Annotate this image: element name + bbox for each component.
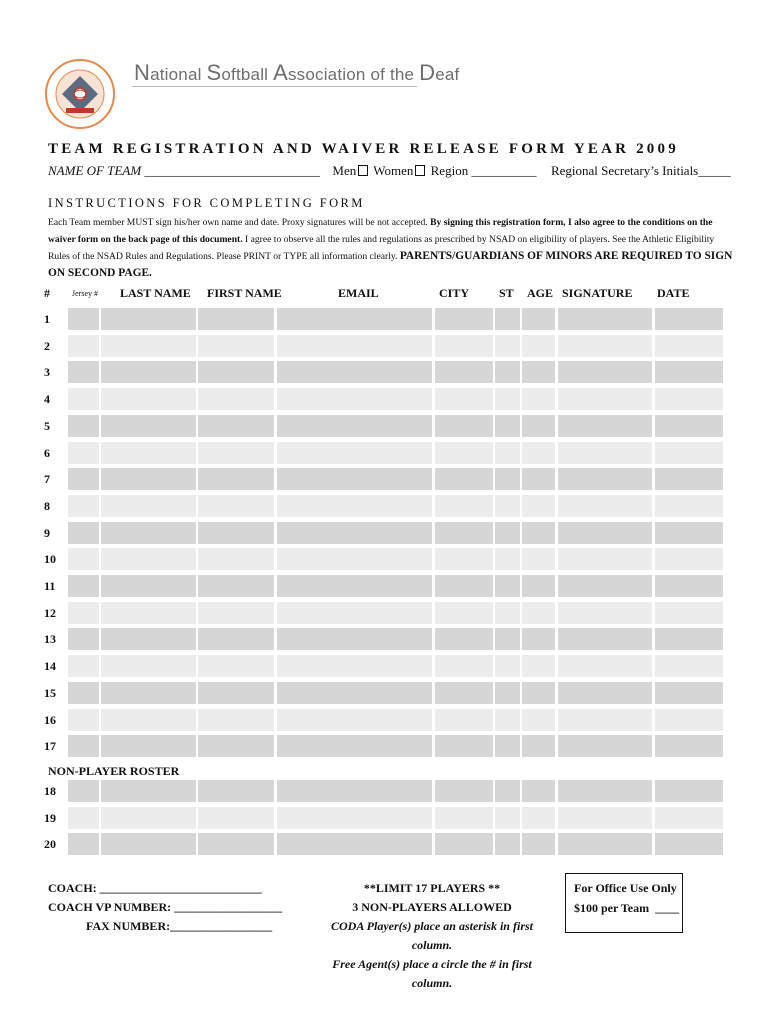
non-player-cell-first-name[interactable] — [198, 780, 274, 802]
non-player-cell-age[interactable] — [522, 807, 555, 829]
player-row-number: 8 — [44, 499, 50, 513]
player-cell-age[interactable] — [522, 388, 555, 410]
player-cell-st[interactable] — [495, 709, 520, 731]
non-player-cell-email[interactable] — [277, 807, 432, 829]
player-row-number: 7 — [44, 472, 50, 486]
player-cell-age[interactable] — [522, 522, 555, 544]
region-label: Region — [430, 163, 469, 178]
player-cell-jersey[interactable] — [68, 468, 99, 490]
player-cell-age[interactable] — [522, 548, 555, 570]
player-cell-age[interactable] — [522, 602, 555, 624]
player-cell-last-name[interactable] — [101, 522, 196, 544]
player-cell-signature[interactable] — [558, 575, 652, 597]
player-cell-date[interactable] — [655, 335, 723, 357]
player-row-number: 2 — [44, 339, 50, 353]
player-cell-city[interactable] — [435, 335, 493, 357]
player-cell-age[interactable] — [522, 308, 555, 330]
secretary-initials-field[interactable]: _____ — [698, 163, 731, 178]
non-player-cell-last-name[interactable] — [101, 833, 196, 855]
player-row-number: 1 — [44, 312, 50, 326]
col-header-jersey: Jersey # — [72, 289, 98, 298]
player-cell-city[interactable] — [435, 735, 493, 757]
player-cell-age[interactable] — [522, 468, 555, 490]
player-cell-last-name[interactable] — [101, 415, 196, 437]
player-cell-city[interactable] — [435, 709, 493, 731]
player-cell-city[interactable] — [435, 388, 493, 410]
player-cell-st[interactable] — [495, 308, 520, 330]
player-cell-last-name[interactable] — [101, 468, 196, 490]
player-cell-last-name[interactable] — [101, 575, 196, 597]
limit-players-note: **LIMIT 17 PLAYERS ** — [363, 881, 501, 895]
player-cell-city[interactable] — [435, 495, 493, 517]
player-cell-jersey[interactable] — [68, 522, 99, 544]
player-cell-last-name[interactable] — [101, 655, 196, 677]
player-cell-first-name[interactable] — [198, 655, 274, 677]
office-use-label: For Office Use Only — [574, 881, 677, 895]
player-cell-jersey[interactable] — [68, 308, 99, 330]
player-cell-jersey[interactable] — [68, 628, 99, 650]
player-cell-date[interactable] — [655, 442, 723, 464]
player-cell-last-name[interactable] — [101, 388, 196, 410]
player-cell-date[interactable] — [655, 361, 723, 383]
player-cell-email[interactable] — [277, 415, 432, 437]
player-cell-date[interactable] — [655, 308, 723, 330]
player-cell-signature[interactable] — [558, 495, 652, 517]
player-cell-email[interactable] — [277, 575, 432, 597]
player-cell-city[interactable] — [435, 468, 493, 490]
player-cell-signature[interactable] — [558, 602, 652, 624]
non-player-cell-st[interactable] — [495, 833, 520, 855]
player-cell-city[interactable] — [435, 361, 493, 383]
player-cell-city[interactable] — [435, 415, 493, 437]
player-cell-first-name[interactable] — [198, 709, 274, 731]
player-cell-age[interactable] — [522, 709, 555, 731]
player-cell-st[interactable] — [495, 468, 520, 490]
player-cell-signature[interactable] — [558, 522, 652, 544]
instructions-text: Each Team member MUST sign his/her own name and date. Proxy signatures will be not accepted. By signing this registration form, I also agree to the conditions on the waiver form on the back page of this document. I agree to observe all the rules and regulations as prescribed by NSAD on eligibility of players. See the Athletic Eligibility Rules of the NSAD Rules and Regulations. Please PRINT or TYPE all information clearly. PARENTS/GUARDIANS OF MINORS ARE REQUIRED TO SIGN ON SECOND PAGE. — [48, 217, 733, 279]
fax-number-field[interactable]: FAX NUMBER:_________________ — [86, 919, 273, 933]
player-cell-last-name[interactable] — [101, 335, 196, 357]
nsad-logo — [44, 58, 116, 130]
player-cell-date[interactable] — [655, 415, 723, 437]
player-cell-email[interactable] — [277, 442, 432, 464]
non-player-cell-jersey[interactable] — [68, 833, 99, 855]
player-cell-last-name[interactable] — [101, 602, 196, 624]
secretary-label: Regional Secretary’s Initials — [550, 163, 699, 178]
non-player-cell-city[interactable] — [435, 833, 493, 855]
player-cell-first-name[interactable] — [198, 361, 274, 383]
player-cell-jersey[interactable] — [68, 495, 99, 517]
col-header-date: DATE — [657, 286, 690, 300]
non-player-row-number: 20 — [44, 837, 56, 851]
player-cell-email[interactable] — [277, 602, 432, 624]
player-cell-st[interactable] — [495, 495, 520, 517]
player-cell-st[interactable] — [495, 655, 520, 677]
non-player-cell-city[interactable] — [435, 780, 493, 802]
player-row-number: 10 — [44, 552, 56, 566]
player-cell-signature[interactable] — [558, 468, 652, 490]
player-cell-jersey[interactable] — [68, 655, 99, 677]
player-cell-email[interactable] — [277, 308, 432, 330]
name-of-team-label: NAME OF TEAM — [48, 163, 142, 178]
player-cell-jersey[interactable] — [68, 442, 99, 464]
player-row-number: 16 — [44, 713, 56, 727]
player-cell-age[interactable] — [522, 575, 555, 597]
non-player-cell-age[interactable] — [522, 833, 555, 855]
player-cell-first-name[interactable] — [198, 388, 274, 410]
player-cell-first-name[interactable] — [198, 415, 274, 437]
player-cell-st[interactable] — [495, 442, 520, 464]
player-cell-signature[interactable] — [558, 361, 652, 383]
player-cell-city[interactable] — [435, 442, 493, 464]
player-cell-signature[interactable] — [558, 548, 652, 570]
non-player-row-number: 18 — [44, 784, 56, 798]
office-use-box — [565, 873, 683, 933]
player-cell-first-name[interactable] — [198, 468, 274, 490]
non-player-cell-st[interactable] — [495, 780, 520, 802]
player-cell-last-name[interactable] — [101, 735, 196, 757]
non-player-cell-age[interactable] — [522, 780, 555, 802]
player-cell-date[interactable] — [655, 575, 723, 597]
non-player-cell-last-name[interactable] — [101, 807, 196, 829]
player-cell-email[interactable] — [277, 361, 432, 383]
non-player-cell-last-name[interactable] — [101, 780, 196, 802]
player-cell-email[interactable] — [277, 655, 432, 677]
player-cell-city[interactable] — [435, 575, 493, 597]
player-cell-date[interactable] — [655, 602, 723, 624]
player-row-number: 14 — [44, 659, 56, 673]
player-row-number: 5 — [44, 419, 50, 433]
player-cell-city[interactable] — [435, 548, 493, 570]
coach-info — [48, 879, 282, 936]
non-player-cell-email[interactable] — [277, 833, 432, 855]
player-cell-first-name[interactable] — [198, 442, 274, 464]
non-player-cell-st[interactable] — [495, 807, 520, 829]
non-player-cell-signature[interactable] — [558, 807, 652, 829]
coach-vp-number-field[interactable]: COACH VP NUMBER: __________________ — [48, 900, 283, 914]
player-cell-email[interactable] — [277, 735, 432, 757]
free-agent-note: Free Agent(s) place a circle the # in first column. — [332, 957, 532, 990]
non-player-cell-date[interactable] — [655, 833, 723, 855]
player-cell-email[interactable] — [277, 388, 432, 410]
player-cell-city[interactable] — [435, 522, 493, 544]
player-cell-signature[interactable] — [558, 735, 652, 757]
non-player-row-number: 19 — [44, 811, 56, 825]
player-cell-signature[interactable] — [558, 442, 652, 464]
non-player-cell-first-name[interactable] — [198, 807, 274, 829]
col-header-st: ST — [499, 286, 514, 300]
player-row-number: 3 — [44, 365, 50, 379]
name-of-team-field[interactable]: ___________________________ — [144, 163, 320, 178]
non-player-roster-label: NON-PLAYER ROSTER — [48, 764, 180, 778]
player-cell-st[interactable] — [495, 682, 520, 704]
player-cell-age[interactable] — [522, 495, 555, 517]
non-player-cell-first-name[interactable] — [198, 833, 274, 855]
fee-blank[interactable]: ____ — [655, 901, 680, 915]
region-field[interactable]: __________ — [471, 163, 537, 178]
non-player-cell-date[interactable] — [655, 807, 723, 829]
player-cell-st[interactable] — [495, 602, 520, 624]
player-cell-signature[interactable] — [558, 709, 652, 731]
player-cell-date[interactable] — [655, 548, 723, 570]
player-cell-first-name[interactable] — [198, 735, 274, 757]
women-checkbox[interactable] — [415, 165, 425, 176]
player-cell-city[interactable] — [435, 628, 493, 650]
player-cell-st[interactable] — [495, 628, 520, 650]
player-cell-signature[interactable] — [558, 308, 652, 330]
player-cell-email[interactable] — [277, 335, 432, 357]
player-cell-age[interactable] — [522, 361, 555, 383]
player-cell-st[interactable] — [495, 335, 520, 357]
roster-rules — [312, 879, 552, 993]
organization-name: National Softball Association of the Deaf — [134, 60, 460, 85]
player-cell-last-name[interactable] — [101, 628, 196, 650]
player-cell-st[interactable] — [495, 388, 520, 410]
player-cell-last-name[interactable] — [101, 442, 196, 464]
player-cell-date[interactable] — [655, 468, 723, 490]
player-cell-date[interactable] — [655, 735, 723, 757]
player-cell-st[interactable] — [495, 548, 520, 570]
player-cell-city[interactable] — [435, 682, 493, 704]
player-cell-last-name[interactable] — [101, 361, 196, 383]
player-row-number: 15 — [44, 686, 56, 700]
player-cell-first-name[interactable] — [198, 682, 274, 704]
player-cell-age[interactable] — [522, 655, 555, 677]
player-cell-age[interactable] — [522, 442, 555, 464]
player-cell-st[interactable] — [495, 415, 520, 437]
player-cell-jersey[interactable] — [68, 361, 99, 383]
player-cell-jersey[interactable] — [68, 709, 99, 731]
header-rule — [132, 86, 417, 87]
player-cell-jersey[interactable] — [68, 735, 99, 757]
non-players-allowed-note: 3 NON-PLAYERS ALLOWED — [352, 900, 512, 914]
player-cell-date[interactable] — [655, 655, 723, 677]
player-row-number: 17 — [44, 739, 56, 753]
player-cell-age[interactable] — [522, 735, 555, 757]
player-cell-first-name[interactable] — [198, 548, 274, 570]
player-row-number: 9 — [44, 526, 50, 540]
non-player-cell-jersey[interactable] — [68, 780, 99, 802]
player-cell-first-name[interactable] — [198, 575, 274, 597]
player-cell-first-name[interactable] — [198, 495, 274, 517]
non-player-cell-city[interactable] — [435, 807, 493, 829]
player-cell-first-name[interactable] — [198, 335, 274, 357]
player-cell-city[interactable] — [435, 655, 493, 677]
col-header-city: CITY — [439, 286, 470, 300]
player-cell-jersey[interactable] — [68, 602, 99, 624]
player-cell-jersey[interactable] — [68, 548, 99, 570]
men-checkbox[interactable] — [358, 165, 368, 176]
player-cell-signature[interactable] — [558, 682, 652, 704]
player-cell-city[interactable] — [435, 602, 493, 624]
player-cell-last-name[interactable] — [101, 308, 196, 330]
player-cell-date[interactable] — [655, 388, 723, 410]
player-cell-jersey[interactable] — [68, 575, 99, 597]
team-info-line — [48, 163, 731, 179]
coach-field[interactable]: COACH: ___________________________ — [48, 881, 262, 895]
player-cell-st[interactable] — [495, 361, 520, 383]
player-cell-signature[interactable] — [558, 335, 652, 357]
player-cell-st[interactable] — [495, 522, 520, 544]
player-cell-first-name[interactable] — [198, 522, 274, 544]
non-player-cell-jersey[interactable] — [68, 807, 99, 829]
non-player-cell-email[interactable] — [277, 780, 432, 802]
player-cell-signature[interactable] — [558, 415, 652, 437]
player-row-number: 13 — [44, 632, 56, 646]
player-cell-age[interactable] — [522, 415, 555, 437]
player-cell-last-name[interactable] — [101, 682, 196, 704]
player-row-number: 11 — [44, 579, 56, 593]
player-cell-email[interactable] — [277, 495, 432, 517]
col-header-age: AGE — [527, 286, 554, 300]
player-row-number: 6 — [44, 446, 50, 460]
fee-line: $100 per Team ____ — [574, 901, 680, 915]
player-cell-date[interactable] — [655, 682, 723, 704]
player-cell-email[interactable] — [277, 468, 432, 490]
player-cell-email[interactable] — [277, 548, 432, 570]
player-cell-last-name[interactable] — [101, 495, 196, 517]
player-cell-date[interactable] — [655, 709, 723, 731]
player-cell-signature[interactable] — [558, 628, 652, 650]
col-header-signature: SIGNATURE — [562, 286, 633, 300]
player-cell-email[interactable] — [277, 682, 432, 704]
player-cell-last-name[interactable] — [101, 709, 196, 731]
player-cell-date[interactable] — [655, 522, 723, 544]
non-player-cell-signature[interactable] — [558, 833, 652, 855]
non-player-cell-signature[interactable] — [558, 780, 652, 802]
player-cell-st[interactable] — [495, 575, 520, 597]
player-cell-jersey[interactable] — [68, 682, 99, 704]
player-cell-last-name[interactable] — [101, 548, 196, 570]
col-header-last-name: LAST NAME — [120, 286, 191, 300]
player-cell-email[interactable] — [277, 522, 432, 544]
instructions-heading: INSTRUCTIONS FOR COMPLETING FORM — [48, 196, 365, 210]
player-cell-first-name[interactable] — [198, 602, 274, 624]
form-title: TEAM REGISTRATION AND WAIVER RELEASE FORM YEAR 2009 — [48, 141, 679, 157]
player-cell-st[interactable] — [495, 735, 520, 757]
player-row-number: 12 — [44, 606, 56, 620]
non-player-cell-date[interactable] — [655, 780, 723, 802]
player-cell-age[interactable] — [522, 628, 555, 650]
player-cell-date[interactable] — [655, 628, 723, 650]
player-cell-jersey[interactable] — [68, 388, 99, 410]
player-cell-email[interactable] — [277, 628, 432, 650]
player-cell-age[interactable] — [522, 682, 555, 704]
col-header-email: EMAIL — [338, 286, 379, 300]
player-cell-age[interactable] — [522, 335, 555, 357]
player-cell-email[interactable] — [277, 709, 432, 731]
player-row-number: 4 — [44, 392, 50, 406]
col-header-number: # — [44, 286, 50, 300]
coda-note: CODA Player(s) place an asterisk in first column. — [330, 919, 533, 952]
women-label: Women — [373, 163, 414, 178]
player-cell-city[interactable] — [435, 308, 493, 330]
col-header-first-name: FIRST NAME — [207, 286, 282, 300]
player-cell-date[interactable] — [655, 495, 723, 517]
player-cell-first-name[interactable] — [198, 628, 274, 650]
player-cell-jersey[interactable] — [68, 335, 99, 357]
player-cell-jersey[interactable] — [68, 415, 99, 437]
player-cell-signature[interactable] — [558, 655, 652, 677]
player-cell-first-name[interactable] — [198, 308, 274, 330]
player-cell-signature[interactable] — [558, 388, 652, 410]
men-label: Men — [332, 163, 357, 178]
